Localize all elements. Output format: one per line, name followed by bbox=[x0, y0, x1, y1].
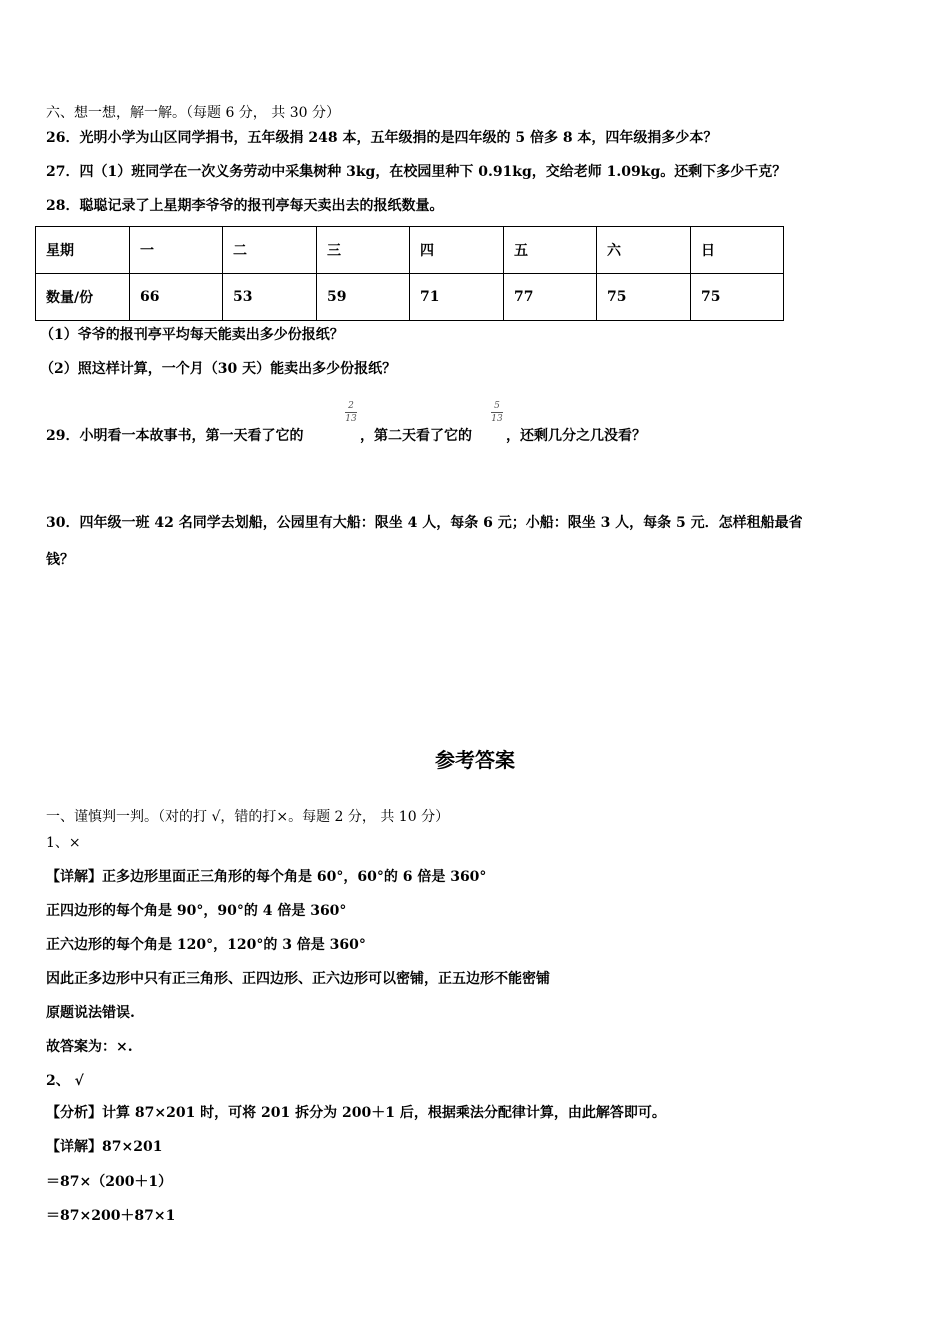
fraction-denominator: 13 bbox=[345, 414, 357, 424]
section6-heading: 六、想一想，解一解。（每题 6 分， 共 30 分） bbox=[46, 105, 340, 121]
table-cell: 五 bbox=[504, 227, 597, 274]
fraction-denominator: 13 bbox=[491, 414, 503, 424]
table-cell: 六 bbox=[597, 227, 691, 274]
table-cell: 59 bbox=[317, 274, 410, 321]
fraction-5-13 bbox=[491, 401, 503, 424]
answer-1-detail-5: 原题说法错误. bbox=[46, 1005, 135, 1021]
question-28-part2: （2）照这样计算，一个月（30 天）能卖出多少份报纸？ bbox=[40, 361, 397, 377]
fraction-bar bbox=[491, 412, 503, 413]
answer-1-detail-6: 故答案为：×. bbox=[46, 1039, 133, 1055]
table-cell: 二 bbox=[223, 227, 317, 274]
table-cell: 数量/份 bbox=[36, 274, 130, 321]
answer-1-detail-4: 因此正多边形中只有正三角形、正四边形、正六边形可以密铺，正五边形不能密铺 bbox=[46, 971, 550, 987]
question-29-text-2: ，第二天看了它的 bbox=[360, 428, 472, 444]
answer-1-detail-2: 正四边形的每个角是 90°，90°的 4 倍是 360° bbox=[46, 903, 347, 919]
table-cell: 一 bbox=[130, 227, 223, 274]
question-28: 28．聪聪记录了上星期李爷爷的报刊亭每天卖出去的报纸数量。 bbox=[46, 198, 444, 214]
answer-1-detail-1: 【详解】正多边形里面正三角形的每个角是 60°，60°的 6 倍是 360° bbox=[46, 869, 487, 885]
table-cell: 71 bbox=[410, 274, 504, 321]
answer-2-analysis: 【分析】计算 87×201 时，可将 201 拆分为 200＋1 后，根据乘法分配律计算，由此解答即可。 bbox=[46, 1105, 666, 1121]
fraction-numerator: 2 bbox=[348, 401, 354, 411]
newspaper-sales-table bbox=[35, 226, 784, 321]
answer-2-detail-1: 【详解】87×201 bbox=[46, 1139, 163, 1155]
question-29-text-3: ，还剩几分之几没看？ bbox=[506, 428, 646, 444]
fraction-numerator: 5 bbox=[494, 401, 500, 411]
table-cell: 75 bbox=[597, 274, 691, 321]
table-cell: 77 bbox=[504, 274, 597, 321]
table-cell: 星期 bbox=[36, 227, 130, 274]
question-30-line2: 钱？ bbox=[46, 552, 74, 568]
question-28-part1: （1）爷爷的报刊亭平均每天能卖出多少份报纸？ bbox=[40, 327, 344, 343]
table-cell: 75 bbox=[691, 274, 784, 321]
question-30-line1: 30．四年级一班 42 名同学去划船，公园里有大船：限坐 4 人，每条 6 元；小船：限坐 3 人，每条 5 元．怎样租船最省 bbox=[46, 515, 803, 531]
table-row bbox=[36, 227, 784, 274]
table-cell: 66 bbox=[130, 274, 223, 321]
table-cell: 日 bbox=[691, 227, 784, 274]
answers-section1-heading: 一、谨慎判一判。（对的打 √，错的打×。每题 2 分， 共 10 分） bbox=[46, 809, 450, 825]
fraction-bar bbox=[345, 412, 357, 413]
answers-title: 参考答案 bbox=[435, 748, 515, 772]
question-29-text-1: 29．小明看一本故事书，第一天看了它的 bbox=[46, 428, 304, 444]
answer-1-detail-3: 正六边形的每个角是 120°，120°的 3 倍是 360° bbox=[46, 937, 366, 953]
answer-2-detail-3: ＝87×200＋87×1 bbox=[46, 1208, 176, 1224]
question-27: 27．四（1）班同学在一次义务劳动中采集树种 3kg，在校园里种下 0.91kg，交给老师 1.09kg。还剩下多少千克？ bbox=[46, 164, 787, 180]
table-cell: 四 bbox=[410, 227, 504, 274]
table-cell: 三 bbox=[317, 227, 410, 274]
answer-2-detail-2: ＝87×（200＋1） bbox=[46, 1174, 173, 1190]
table-cell: 53 bbox=[223, 274, 317, 321]
answer-2: 2、 √ bbox=[46, 1073, 84, 1089]
answer-1: 1、× bbox=[46, 835, 81, 851]
question-26: 26．光明小学为山区同学捐书，五年级捐 248 本，五年级捐的是四年级的 5 倍多 8 本，四年级捐多少本？ bbox=[46, 130, 718, 146]
fraction-2-13 bbox=[345, 401, 357, 424]
table-row bbox=[36, 274, 784, 321]
